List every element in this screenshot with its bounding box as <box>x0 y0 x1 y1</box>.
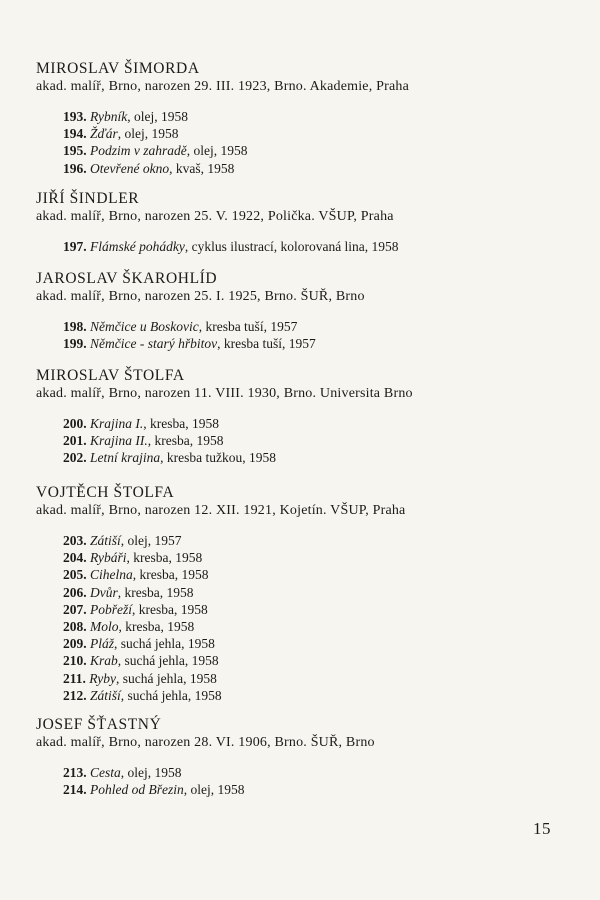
work-number: 202. <box>63 450 87 466</box>
work-details: , kresba, 1958 <box>118 619 195 635</box>
work-item <box>63 670 576 687</box>
work-details: , kresba tuší, 1957 <box>198 319 298 334</box>
work-item <box>63 415 576 432</box>
work-title: Pohled od Březin <box>90 782 184 798</box>
works-list <box>36 108 576 177</box>
page-number: 15 <box>533 819 551 838</box>
works-list <box>36 318 576 352</box>
artist-bio: akad. malíř, Brno, narozen 25. I. 1925, Brno. ŠUŘ, Brno <box>36 289 365 304</box>
work-item <box>63 108 576 125</box>
artist-entry <box>36 59 576 177</box>
artist-bio: akad. malíř, Brno, narozen 28. VI. 1906, Brno. ŠUŘ, Brno <box>36 735 375 750</box>
works-list <box>36 415 576 467</box>
artist-name: MIROSLAV ŠTOLFA <box>36 367 185 384</box>
work-title: Pobřeží <box>90 601 132 617</box>
work-number: 201. <box>63 433 87 449</box>
work-title: Žďár <box>90 126 118 142</box>
work-title: Cihelna <box>90 567 133 583</box>
artist-name: JIŘÍ ŠINDLER <box>36 190 140 207</box>
artist-name: JOSEF ŠŤASTNÝ <box>36 716 162 733</box>
work-title: Podzim v zahradě <box>90 143 187 159</box>
work-item <box>63 687 576 704</box>
work-number: 196. <box>63 160 87 176</box>
artist-entry <box>36 483 576 704</box>
work-title: Zátiší <box>90 533 121 548</box>
work-item <box>63 601 576 618</box>
work-item <box>63 635 576 652</box>
artist-entry <box>36 269 576 352</box>
work-item <box>63 449 576 466</box>
work-number: 207. <box>63 601 87 617</box>
work-number: 200. <box>63 416 87 431</box>
work-details: , olej, 1957 <box>120 533 182 548</box>
work-details: , suchá jehla, 1958 <box>117 653 219 669</box>
work-details: , kvaš, 1958 <box>169 160 235 176</box>
work-details: , kresba, 1958 <box>132 601 208 617</box>
work-number: 205. <box>63 567 87 583</box>
work-number: 204. <box>63 550 87 566</box>
work-title: Cesta <box>90 765 121 780</box>
work-title: Zátiší <box>90 687 121 703</box>
work-item <box>63 335 576 352</box>
work-number: 198. <box>63 319 87 334</box>
work-details: , suchá jehla, 1958 <box>116 670 217 686</box>
work-details: , olej, 1958 <box>117 126 179 142</box>
work-title: Rybník <box>90 109 128 124</box>
work-number: 195. <box>63 143 87 159</box>
work-number: 214. <box>63 782 87 798</box>
work-title: Němčice u Boskovic <box>90 319 199 334</box>
work-item <box>63 142 576 159</box>
work-details: , olej, 1958 <box>183 782 245 798</box>
work-title: Rybáři <box>90 550 127 566</box>
work-item <box>63 318 576 335</box>
work-title: Ryby <box>89 670 117 686</box>
work-title: Flámské pohádky <box>90 239 185 254</box>
work-number: 199. <box>63 336 87 352</box>
work-item <box>63 566 576 583</box>
work-title: Otevřené okno <box>90 160 170 176</box>
work-title: Krab <box>90 653 118 669</box>
work-details: , kresba, 1958 <box>147 433 224 449</box>
work-number: 213. <box>63 765 87 780</box>
work-title: Letní krajina <box>90 450 161 466</box>
work-number: 210. <box>63 653 87 669</box>
work-item <box>63 652 576 669</box>
work-details: , kresba tužkou, 1958 <box>160 450 276 466</box>
work-details: , olej, 1958 <box>186 143 248 159</box>
artist-entry <box>36 366 576 467</box>
work-details: , kresba, 1958 <box>132 567 209 583</box>
work-title: Dvůr <box>90 584 118 600</box>
work-item <box>63 618 576 635</box>
artist-name: VOJTĚCH ŠTOLFA <box>36 484 175 501</box>
artist-bio: akad. malíř, Brno, narozen 29. III. 1923, Brno. Akademie, Praha <box>36 79 409 94</box>
work-item <box>63 584 576 601</box>
work-details: , suchá jehla, 1958 <box>114 636 215 652</box>
work-item <box>63 125 576 142</box>
work-details: , cyklus ilustrací, kolorovaná lina, 1958 <box>184 239 399 254</box>
work-details: , kresba, 1958 <box>117 584 194 600</box>
work-number: 211. <box>63 670 86 686</box>
work-number: 194. <box>63 126 87 142</box>
work-title: Krajina II. <box>90 433 148 449</box>
work-details: , kresba tuší, 1957 <box>217 336 316 352</box>
work-number: 212. <box>63 687 87 703</box>
work-number: 208. <box>63 619 87 635</box>
works-list <box>36 764 576 798</box>
work-item <box>63 781 576 798</box>
work-item <box>63 532 576 549</box>
artist-bio: akad. malíř, Brno, narozen 25. V. 1922, Polička. VŠUP, Praha <box>36 209 394 224</box>
work-title: Krajina I. <box>90 416 144 431</box>
works-list <box>36 238 576 255</box>
artist-bio: akad. malíř, Brno, narozen 11. VIII. 1930, Brno. Universita Brno <box>36 386 413 401</box>
work-title: Molo <box>90 619 119 635</box>
artist-entry <box>36 189 576 255</box>
works-list <box>36 532 576 704</box>
work-number: 203. <box>63 533 87 548</box>
work-details: , olej, 1958 <box>127 109 188 124</box>
work-item <box>63 549 576 566</box>
work-number: 197. <box>63 239 87 254</box>
work-details: , olej, 1958 <box>120 765 182 780</box>
work-number: 193. <box>63 109 87 124</box>
work-item <box>63 160 576 177</box>
work-details: , kresba, 1958 <box>126 550 203 566</box>
work-title: Pláž <box>90 636 115 652</box>
work-item <box>63 432 576 449</box>
work-details: , suchá jehla, 1958 <box>120 687 222 703</box>
work-number: 209. <box>63 636 87 652</box>
artist-name: JAROSLAV ŠKAROHLÍD <box>36 270 218 287</box>
work-title: Němčice - starý hřbitov <box>90 336 218 352</box>
work-number: 206. <box>63 584 87 600</box>
work-item <box>63 764 576 781</box>
artist-name: MIROSLAV ŠIMORDA <box>36 60 200 77</box>
artist-entry <box>36 715 576 798</box>
artist-bio: akad. malíř, Brno, narozen 12. XII. 1921, Kojetín. VŠUP, Praha <box>36 503 406 518</box>
work-item <box>63 238 576 255</box>
work-details: , kresba, 1958 <box>143 416 219 431</box>
